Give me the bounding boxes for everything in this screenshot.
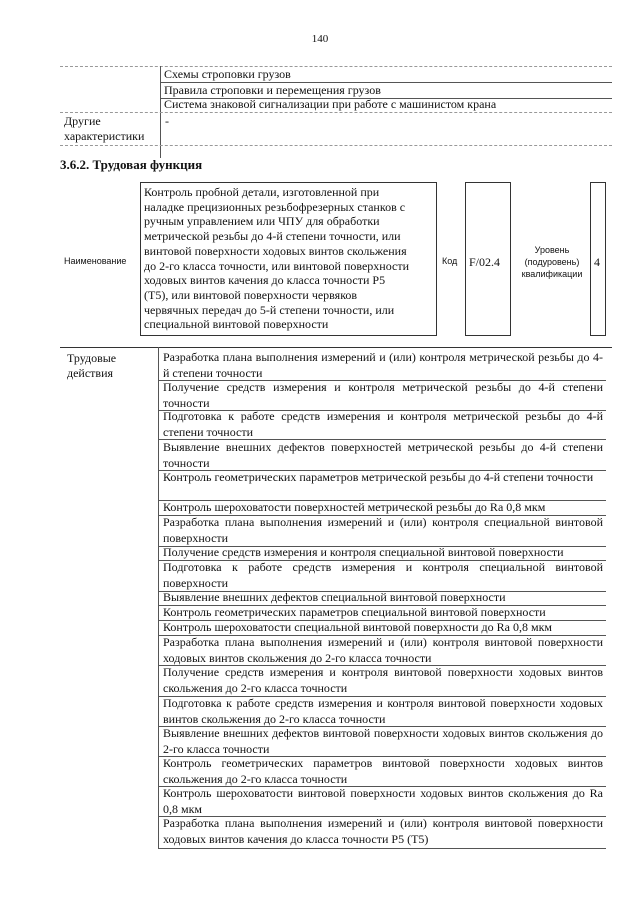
level-label: Уровень (подуровень) квалификации	[521, 245, 583, 279]
labor-action-item: Подготовка к работе средств измерения и контроля специальной винтовой поверхности	[163, 560, 603, 590]
labor-action-item: Выявление внешних дефектов специальной винтовой поверхности	[163, 590, 506, 604]
labor-action-item: Контроль шероховатости поверхностей метрической резьбы до Ra 0,8 мкм	[163, 500, 546, 514]
labor-action-item: Контроль геометрических параметров винтовой поверхности ходовых винтов скольжения до 2-го класса точности	[163, 756, 603, 786]
function-name: Контроль пробной детали, изготовленной при наладке прецизионных резьбофрезерных станков с ручным управлением или ЧПУ для обработки метрической резьбы до 4-й степени точности, или винтовой поверхности ходовых винтов скольжения до 2-го класса точности, или винтовой поверхности ходовых винтов качения до класса точности Р5 (Т5), или винтовой поверхности червяков червячных передач до 5-й степени точности, или специальной винтовой поверхности	[144, 185, 410, 332]
labor-action-item: Выявление внешних дефектов винтовой поверхности ходовых винтов скольжения до 2-го класса точности	[163, 726, 603, 756]
labor-action-item: Подготовка к работе средств измерения и контроля метрической резьбы до 4-й степени точности	[163, 409, 603, 439]
labor-action-item: Получение средств измерения и контроля винтовой поверхности ходовых винтов скольжения до 2-го класса точности	[163, 665, 603, 695]
other-characteristics-value: -	[165, 114, 169, 128]
labor-action-item: Подготовка к работе средств измерения и контроля винтовой поверхности ходовых винтов скольжения до 2-го класса точности	[163, 696, 603, 726]
other-characteristics-label: Другие характеристики	[64, 114, 145, 143]
page-number: 140	[311, 33, 329, 45]
code-label: Код	[442, 256, 458, 266]
top-table-row: Система знаковой сигнализации при работе с машинистом крана	[164, 97, 497, 111]
labor-action-item: Разработка плана выполнения измерений и (или) контроля винтовой поверхности ходовых винтов скольжения до 2-го класса точности	[163, 635, 603, 665]
labor-action-item: Контроль шероховатости винтовой поверхности ходовых винтов скольжения до Ra 0,8 мкм	[163, 786, 603, 816]
labor-actions-label: Трудовые действия	[67, 351, 117, 380]
labor-action-item: Разработка плана выполнения измерений и (или) контроля специальной винтовой поверхности	[163, 515, 603, 545]
labor-action-item: Разработка плана выполнения измерений и (или) контроля винтовой поверхности ходовых винтов качения до класса точности Р5 (Т5)	[163, 816, 603, 846]
labor-action-item: Получение средств измерения и контроля специальной винтовой поверхности	[163, 545, 564, 559]
labor-action-item: Контроль шероховатости специальной винтовой поверхности до Ra 0,8 мкм	[163, 620, 552, 634]
labor-action-item: Выявление внешних дефектов поверхностей метрической резьбы до 4-й степени точности	[163, 440, 603, 470]
labor-action-item: Разработка плана выполнения измерений и (или) контроля метрической резьбы до 4-й степени точности	[163, 350, 603, 380]
section-heading: 3.6.2. Трудовая функция	[60, 157, 203, 172]
name-label: Наименование	[64, 256, 127, 266]
labor-action-item: Контроль геометрических параметров специальной винтовой поверхности	[163, 605, 546, 619]
top-table-row: Правила строповки и перемещения грузов	[164, 83, 381, 97]
labor-action-item: Получение средств измерения и контроля метрической резьбы до 4-й степени точности	[163, 380, 603, 410]
labor-action-item: Контроль геометрических параметров метрической резьбы до 4-й степени точности	[163, 470, 594, 484]
level-value: 4	[594, 255, 600, 269]
top-table-row: Схемы строповки грузов	[164, 67, 291, 81]
code-value: F/02.4	[469, 255, 501, 269]
